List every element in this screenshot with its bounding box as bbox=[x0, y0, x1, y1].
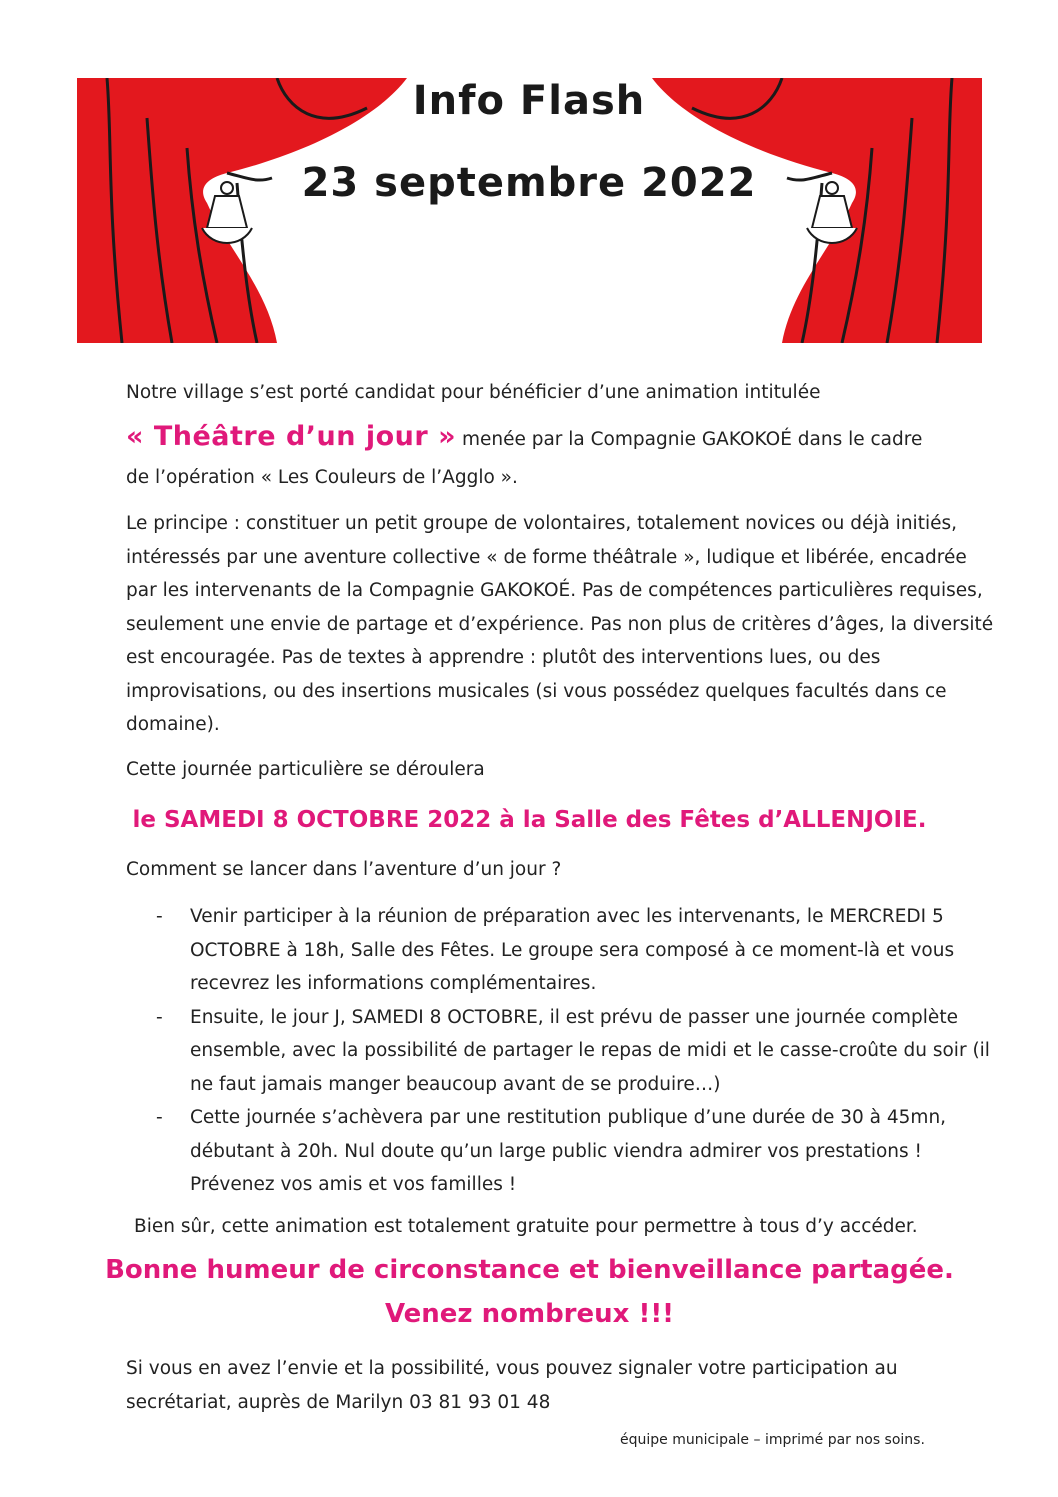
intro-line-3: de l’opération « Les Couleurs de l’Agglo ». bbox=[126, 467, 518, 488]
principle-paragraph: Le principe : constituer un petit groupe de volontaires, totalement novices ou déjà initiés, intéressés par une aventure collective « de forme théâtrale », ludique et libérée, encadrée par les intervenants de la Compagnie GAKOKOÉ. Pas de compétences particulières requises, seulement une envie de partage et d’expérience. Pas non plus de critères d’âges, la diversité est encouragée. Pas de textes à apprendre : plutôt des interventions lues, ou des improvisations, ou des insertions musicales (si vous possédez quelques facultés dans ce domaine). bbox=[126, 513, 994, 735]
list-item bbox=[150, 1001, 1000, 1102]
dash-bullet: - bbox=[156, 1107, 163, 1128]
step-text: Ensuite, le jour J, SAMEDI 8 OCTOBRE, il est prévu de passer une journée complète ensemble, avec la possibilité de partager le repas de midi et le casse-croûte du soir (il ne faut jamais manger beaucoup avant de se produire…) bbox=[190, 1006, 990, 1095]
event-date-highlight: le SAMEDI 8 OCTOBRE 2022 à la Salle des Fêtes d’ALLENJOIE. bbox=[132, 807, 927, 833]
dash-bullet: - bbox=[156, 1006, 163, 1028]
step-text: Cette journée s’achèvera par une restitution publique d’une durée de 30 à 45mn, débutant à 20h. Nul doute qu’un large public viendra admirer vos prestations ! Prévenez vos amis et vos familles ! bbox=[190, 1107, 947, 1195]
footer-note: équipe municipale – imprimé par nos soins. bbox=[620, 1432, 925, 1448]
slogan-line-1: Bonne humeur de circonstance et bienveillance partagée. bbox=[105, 1255, 954, 1285]
intro-line-2 bbox=[126, 420, 996, 457]
intro-line-1: Notre village s’est porté candidat pour bénéficier d’une animation intitulée bbox=[126, 382, 821, 403]
list-item bbox=[150, 900, 1000, 1001]
contact-paragraph: Si vous en avez l’envie et la possibilité, vous pouvez signaler votre participation au secrétariat, auprès de Marilyn 03 81 93 01 48 bbox=[126, 1358, 898, 1413]
list-item bbox=[150, 1101, 1000, 1202]
free-note: Bien sûr, cette animation est totalement gratuite pour permettre à tous d’y accéder. bbox=[134, 1216, 918, 1237]
step-text: Venir participer à la réunion de préparation avec les intervenants, le MERCREDI 5 OCTOBRE à 18h, Salle des Fêtes. Le groupe sera composé à ce moment-là et vous recevrez les informations complémentaires. bbox=[190, 906, 955, 994]
intro-line-2-rest: menée par la Compagnie GAKOKOÉ dans le cadre bbox=[456, 429, 923, 450]
page-date: 23 septembre 2022 bbox=[301, 160, 757, 206]
how-question: Comment se lancer dans l’aventure d’un jour ? bbox=[126, 859, 562, 880]
dash-bullet: - bbox=[156, 906, 163, 927]
event-intro: Cette journée particulière se déroulera bbox=[126, 759, 485, 780]
show-title: « Théâtre d’un jour » bbox=[126, 421, 457, 452]
steps-list bbox=[150, 900, 1000, 1202]
page-title: Info Flash bbox=[412, 78, 646, 124]
slogan-line-2: Venez nombreux !!! bbox=[384, 1299, 675, 1329]
